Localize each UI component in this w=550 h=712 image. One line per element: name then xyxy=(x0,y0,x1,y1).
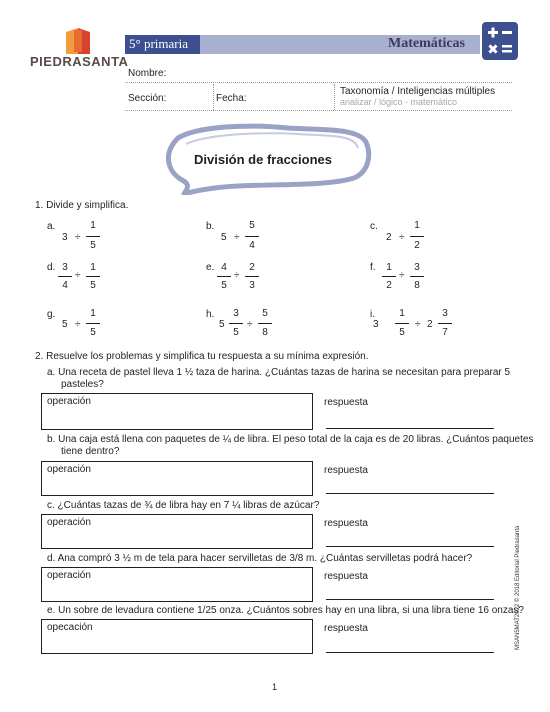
fraction-bar xyxy=(395,323,409,324)
fraction-bar xyxy=(382,276,396,277)
problem-text: c. ¿Cuántas tazas de ¾ de libra hay en 7 ¼ libras de azúcar? xyxy=(47,500,320,511)
fraction-bar xyxy=(86,323,100,324)
fraction-bar xyxy=(58,276,72,277)
denominator: 5 xyxy=(221,280,227,291)
divide-sign: ÷ xyxy=(234,270,240,281)
fraction-bar xyxy=(229,323,243,324)
item-letter: g. xyxy=(47,309,56,320)
answer-line[interactable] xyxy=(326,599,494,600)
problem-text: a. Una receta de pastel lleva 1 ½ taza de harina. ¿Cuántas tazas de harina se necesitan para preparar 5 xyxy=(47,367,511,378)
answer-label: respuesta xyxy=(324,623,368,634)
denominator: 5 xyxy=(90,280,96,291)
denominator: 3 xyxy=(249,280,255,291)
fraction-bar xyxy=(410,236,424,237)
nombre-line[interactable] xyxy=(125,82,512,83)
item-letter: i. xyxy=(370,309,375,320)
numerator: 3 xyxy=(414,262,420,273)
divide-sign: ÷ xyxy=(75,319,81,330)
answer-label: respuesta xyxy=(324,397,368,408)
item-letter: f. xyxy=(370,262,376,273)
problem-text: d. Ana compró 3 ½ m de tela para hacer servilletas de 3/8 m. ¿Cuántas servilletas podrá hacer? xyxy=(47,553,473,564)
answer-line[interactable] xyxy=(326,428,494,429)
fecha-label: Fecha: xyxy=(216,93,247,104)
operation-label: opecación xyxy=(47,622,93,633)
numerator: 5 xyxy=(249,220,255,231)
numerator: 3 xyxy=(442,308,448,319)
denominator: 5 xyxy=(90,240,96,251)
numerator: 3 xyxy=(62,262,68,273)
answer-label: respuesta xyxy=(324,518,368,529)
denominator: 8 xyxy=(262,327,268,338)
item-letter: d. xyxy=(47,262,56,273)
fraction-bar xyxy=(86,236,100,237)
question-1-heading: 1. Divide y simplifica. xyxy=(35,200,129,211)
denominator: 5 xyxy=(399,327,405,338)
problem-text: e. Un sobre de levadura contiene 1/25 onza. ¿Cuántos sobres hay en una libra, si una libra tiene 16 onzas? xyxy=(47,605,524,616)
whole-number: 3 xyxy=(373,319,379,330)
item-letter: c. xyxy=(370,221,378,232)
problem-text-cont: pasteles? xyxy=(61,379,104,390)
taxonomia-label: Taxonomía / Inteligencias múltiples xyxy=(340,86,496,97)
item-letter: a. xyxy=(47,221,56,232)
item-letter: e. xyxy=(206,262,215,273)
divide-sign: ÷ xyxy=(399,232,405,243)
denominator: 4 xyxy=(249,240,255,251)
whole-number: 5 xyxy=(221,232,227,243)
fraction-bar xyxy=(438,323,452,324)
divide-sign: ÷ xyxy=(75,270,81,281)
whole-number: 5 xyxy=(62,319,68,330)
question-2-heading: 2. Resuelve los problemas y simplifica tu respuesta a su mínima expresión. xyxy=(35,351,369,362)
numerator: 1 xyxy=(399,308,405,319)
separator xyxy=(213,84,214,110)
denominator: 2 xyxy=(386,280,392,291)
divide-sign: ÷ xyxy=(75,232,81,243)
denominator: 5 xyxy=(233,327,239,338)
divide-sign: ÷ xyxy=(247,319,253,330)
operation-box[interactable] xyxy=(41,567,313,602)
numerator: 5 xyxy=(262,308,268,319)
copyright-text: MSAN5MAT2022 © 2018 Editorial Piedrasanta xyxy=(515,525,521,650)
grade-label: 5° primaria xyxy=(125,35,200,54)
denominator: 7 xyxy=(442,327,448,338)
separator xyxy=(334,84,335,110)
operation-label: operación xyxy=(47,464,91,475)
fraction-bar xyxy=(217,276,231,277)
math-operations-icon xyxy=(482,22,518,60)
whole-number: 5 xyxy=(219,319,225,330)
page-number: 1 xyxy=(272,682,278,692)
whole-number: 2 xyxy=(427,319,433,330)
seccion-line xyxy=(125,110,512,111)
fraction-bar xyxy=(245,236,259,237)
answer-line[interactable] xyxy=(326,546,494,547)
problem-text: b. Una caja está llena con paquetes de ¼ de libra. El peso total de la caja es de 20 libras. ¿Cuántos paquetes xyxy=(47,434,534,445)
operation-label: operación xyxy=(47,396,91,407)
denominator: 2 xyxy=(414,240,420,251)
answer-label: respuesta xyxy=(324,465,368,476)
numerator: 2 xyxy=(249,262,255,273)
answer-label: respuesta xyxy=(324,571,368,582)
divide-sign: ÷ xyxy=(415,319,421,330)
brand-name: PIEDRASANTA xyxy=(30,54,129,69)
page-title: División de fracciones xyxy=(194,152,332,167)
numerator: 1 xyxy=(414,220,420,231)
answer-line[interactable] xyxy=(326,652,494,653)
seccion-label: Sección: xyxy=(128,93,167,104)
piedrasanta-logo-icon xyxy=(64,28,94,56)
operation-box[interactable] xyxy=(41,461,313,496)
denominator: 8 xyxy=(414,280,420,291)
numerator: 4 xyxy=(221,262,227,273)
item-letter: h. xyxy=(206,309,215,320)
numerator: 1 xyxy=(386,262,392,273)
nombre-label: Nombre: xyxy=(128,68,167,79)
numerator: 3 xyxy=(233,308,239,319)
whole-number: 3 xyxy=(62,232,68,243)
operation-box[interactable] xyxy=(41,619,313,654)
fraction-bar xyxy=(86,276,100,277)
whole-number: 2 xyxy=(386,232,392,243)
numerator: 1 xyxy=(90,220,96,231)
numerator: 1 xyxy=(90,308,96,319)
fraction-bar xyxy=(410,276,424,277)
fraction-bar xyxy=(258,323,272,324)
item-letter: b. xyxy=(206,221,215,232)
subject-label: Matemáticas xyxy=(388,36,465,51)
operation-label: operación xyxy=(47,570,91,581)
operation-label: operación xyxy=(47,517,91,528)
divide-sign: ÷ xyxy=(399,270,405,281)
answer-line[interactable] xyxy=(326,493,494,494)
divide-sign: ÷ xyxy=(234,232,240,243)
numerator: 1 xyxy=(90,262,96,273)
denominator: 5 xyxy=(90,327,96,338)
taxonomia-sub: analizar / lógico - matemático xyxy=(340,97,458,107)
denominator: 4 xyxy=(62,280,68,291)
fraction-bar xyxy=(245,276,259,277)
operation-box[interactable] xyxy=(41,514,313,549)
problem-text-cont: tiene dentro? xyxy=(61,446,120,457)
operation-box[interactable] xyxy=(41,393,313,430)
